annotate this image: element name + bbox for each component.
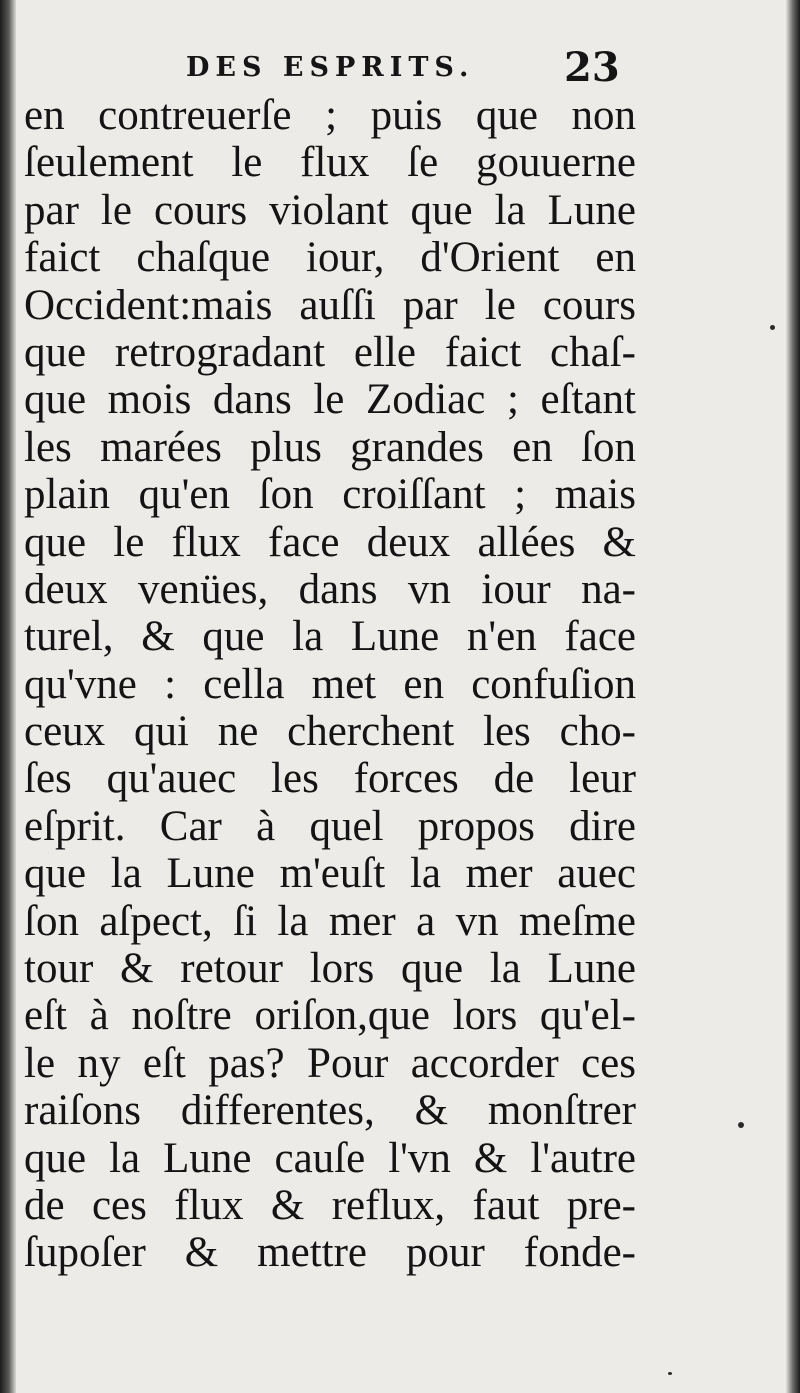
text-line: Occident:mais auſſi par le cours bbox=[24, 281, 636, 329]
text-line: ſes qu'auec les forces de leur bbox=[24, 755, 636, 803]
paper-speck bbox=[770, 325, 775, 330]
text-line: le ny eſt pas? Pour accorder ces bbox=[24, 1039, 636, 1087]
text-line: que mois dans le Zodiac ; eſtant bbox=[24, 376, 636, 424]
running-title: DES ESPRITS. bbox=[186, 52, 475, 83]
text-line: les marées plus grandes en ſon bbox=[24, 423, 636, 471]
text-line: turel, & que la Lune n'en face bbox=[24, 613, 636, 661]
text-line: raiſons differentes, & monſtrer bbox=[24, 1087, 636, 1135]
page-number: 23 bbox=[564, 44, 620, 91]
paper-speck bbox=[738, 1122, 744, 1128]
text-line: eſt à noſtre oriſon,que lors qu'el- bbox=[24, 992, 636, 1040]
paper-speck bbox=[668, 1372, 672, 1375]
text-line: ſupoſer & mettre pour fonde- bbox=[24, 1229, 636, 1277]
text-line: par le cours violant que la Lune bbox=[24, 186, 636, 234]
text-line: tour & retour lors que la Lune bbox=[24, 945, 636, 993]
text-line: plain qu'en ſon croiſſant ; mais bbox=[24, 471, 636, 519]
text-line: faict chaſque iour, d'Orient en bbox=[24, 234, 636, 282]
page-edge-right bbox=[786, 0, 800, 1393]
text-line: ſon aſpect, ſi la mer a vn meſme bbox=[24, 897, 636, 945]
text-line: en contreuerſe ; puis que non bbox=[24, 92, 636, 139]
text-line: deux venües, dans vn iour na- bbox=[24, 565, 636, 613]
text-line: ceux qui ne cherchent les cho- bbox=[24, 708, 636, 756]
text-line: ſeulement le flux ſe gouuerne bbox=[24, 139, 636, 187]
text-line: que la Lune m'euſt la mer auec bbox=[24, 850, 636, 898]
body-text bbox=[24, 92, 636, 1277]
page-gutter-left bbox=[0, 0, 16, 1393]
text-line: que le flux face deux allées & bbox=[24, 518, 636, 566]
text-line: qu'vne : cella met en confuſion bbox=[24, 660, 636, 708]
text-line: eſprit. Car à quel propos dire bbox=[24, 802, 636, 850]
text-line: que la Lune cauſe l'vn & l'autre bbox=[24, 1134, 636, 1182]
text-line: de ces flux & reflux, faut pre- bbox=[24, 1181, 636, 1229]
text-line: que retrogradant elle faict chaſ- bbox=[24, 328, 636, 376]
